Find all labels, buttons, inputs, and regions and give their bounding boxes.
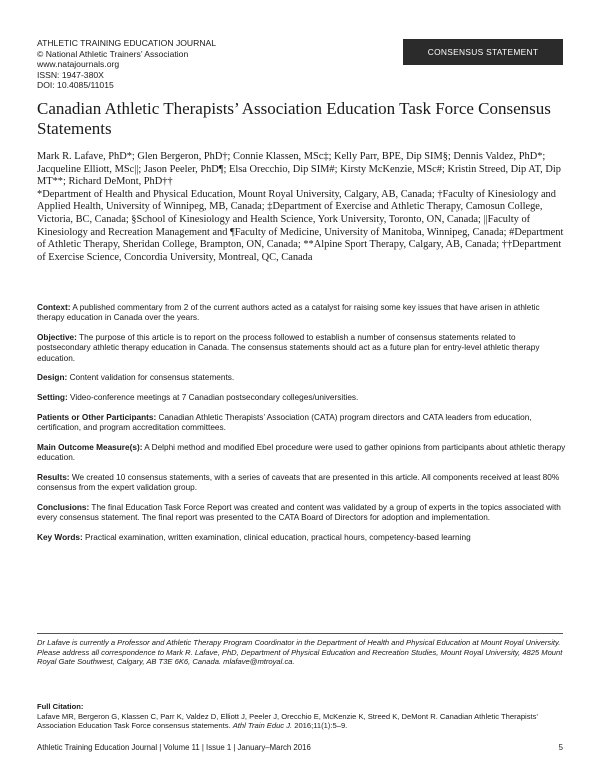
- abstract-label: Design:: [37, 373, 68, 383]
- abstract-text: We created 10 consensus statements, with a series of caveats that are presented in this article. All components received at least 80% consensus from the expert validation group.: [37, 472, 560, 492]
- footer-journal-info: Athletic Training Education Journal | Volume 11 | Issue 1 | January–March 2016: [37, 743, 311, 752]
- abstract-objective: [37, 333, 567, 364]
- abstract-text: Practical examination, written examination, clinical education, practical hours, competency-based learning: [85, 532, 471, 542]
- correspondence-note: Dr Lafave is currently a Professor and Athletic Therapy Program Coordinator in the Department of Health and Physical Education at Mount Royal University. Please address all correspondence to Mark R. Lafave, PhD, Department of Physical Education and Recreation Studies, Mount Royal University, 4825 Mount Royal Gate Southwest, Calgary, AB T3E 6K6, Canada. mlafave@mtroyal.ca.: [37, 638, 563, 667]
- abstract-text: The purpose of this article is to report on the process followed to establish a number of consensus statements related to postsecondary athletic therapy education in Canada. The consensus statements should act as a future plan for entry-level athletic therapy education.: [37, 332, 540, 363]
- abstract-design: [37, 373, 567, 383]
- abstract-text: Video-conference meetings at 7 Canadian postsecondary colleges/universities.: [70, 392, 359, 402]
- abstract-label: Objective:: [37, 332, 77, 342]
- abstract-context: [37, 303, 567, 324]
- journal-info: [37, 38, 216, 91]
- citation-body: [37, 712, 565, 731]
- abstract-label: Conclusions:: [37, 502, 90, 512]
- citation-volume-info: 2016;11(1):5–9.: [294, 721, 348, 731]
- abstract-text: Content validation for consensus statements.: [69, 373, 235, 383]
- author-affiliations: *Department of Health and Physical Education, Mount Royal University, Calgary, AB, Canada; †Faculty of Kinesiology and Applied Health, University of Winnipeg, MB, Canada; ‡Department of Exercise and Athletic Therapy, Camosun College, Victoria, BC, Canada; §School of Kinesiology and Health Science, York University, Toronto, ON, Canada; ||Faculty of Kinesiology and Recreation Management and ¶Faculty of Medicine, University of Manitoba, Winnipeg, Canada; #Department of Athletic Therapy, Sheridan College, Brampton, ON, Canada; **Alpine Sport Therapy, Calgary, AB, Canada; ††Department of Exercise Science, Concordia University, Montreal, QC, Canada: [37, 188, 564, 263]
- author-list: Mark R. Lafave, PhD*; Glen Bergeron, PhD†; Connie Klassen, MSc‡; Kelly Parr, BPE, Dip SIM§; Dennis Valdez, PhD*; Jacqueline Elliott, MSc||; Jason Peeler, PhD¶; Elsa Orecchio, Dip SIM#; Kirsty McKenzie, MSc#; Kristin Streed, Dip AT, Dip MT**; Richard DeMont, PhD††: [37, 151, 561, 188]
- journal-name: ATHLETIC TRAINING EDUCATION JOURNAL: [37, 38, 217, 48]
- page-footer: [37, 743, 563, 752]
- abstract-label: Patients or Other Participants:: [37, 412, 157, 422]
- abstract-conclusions: [37, 503, 567, 524]
- authors-block: [37, 151, 567, 264]
- abstract-text: The final Education Task Force Report was created and content was validated by a group of experts in the topics associated with every consensus statement. The final report was presented to the CATA Board of Directors for adoption and implementation.: [37, 502, 561, 522]
- abstract-outcome-measures: [37, 443, 567, 464]
- abstract-key-words: [37, 533, 567, 543]
- abstract-label: Results:: [37, 472, 70, 482]
- journal-website: www.natajournals.org: [37, 59, 120, 70]
- page-number: 5: [558, 743, 563, 752]
- journal-copyright: © National Athletic Trainers’ Association: [37, 48, 189, 59]
- full-citation: [37, 702, 565, 731]
- article-title: Canadian Athletic Therapists’ Association Education Task Force Consensus Statements: [37, 99, 551, 138]
- citation-text: Lafave MR, Bergeron G, Klassen C, Parr K, Valdez D, Elliott J, Peeler J, Orecchio E, McKenzie K, Streed K, DeMont R. Canadian Athletic Therapists’ Association Education Task Force consensus statements.: [37, 711, 538, 731]
- abstract-label: Setting:: [37, 392, 68, 402]
- abstract-results: [37, 473, 567, 494]
- abstract-participants: [37, 413, 567, 434]
- abstract-setting: [37, 393, 567, 403]
- abstract-label: Main Outcome Measure(s):: [37, 442, 143, 452]
- abstract-text: A Delphi method and modified Ebel procedure were used to gather opinions from participants about athletic therapy education.: [37, 442, 566, 462]
- abstract-label: Key Words:: [37, 532, 83, 542]
- citation-journal-abbrev: Athl Train Educ J.: [232, 721, 293, 731]
- abstract-text: Canadian Athletic Therapists’ Association (CATA) program directors and CATA leaders from education, certification, and program accreditation committees.: [37, 412, 532, 432]
- abstract-text: A published commentary from 2 of the current authors acted as a catalyst for raising some key issues that have arisen in athletic therapy education in Canada over the years.: [37, 303, 540, 323]
- section-divider: [37, 633, 563, 634]
- abstract: [37, 303, 567, 552]
- citation-label: Full Citation:: [37, 702, 84, 711]
- journal-doi: DOI: 10.4085/11015: [37, 80, 114, 91]
- journal-issn: ISSN: 1947-380X: [37, 69, 104, 80]
- consensus-statement-banner: CONSENSUS STATEMENT: [403, 39, 563, 65]
- abstract-label: Context:: [37, 303, 71, 312]
